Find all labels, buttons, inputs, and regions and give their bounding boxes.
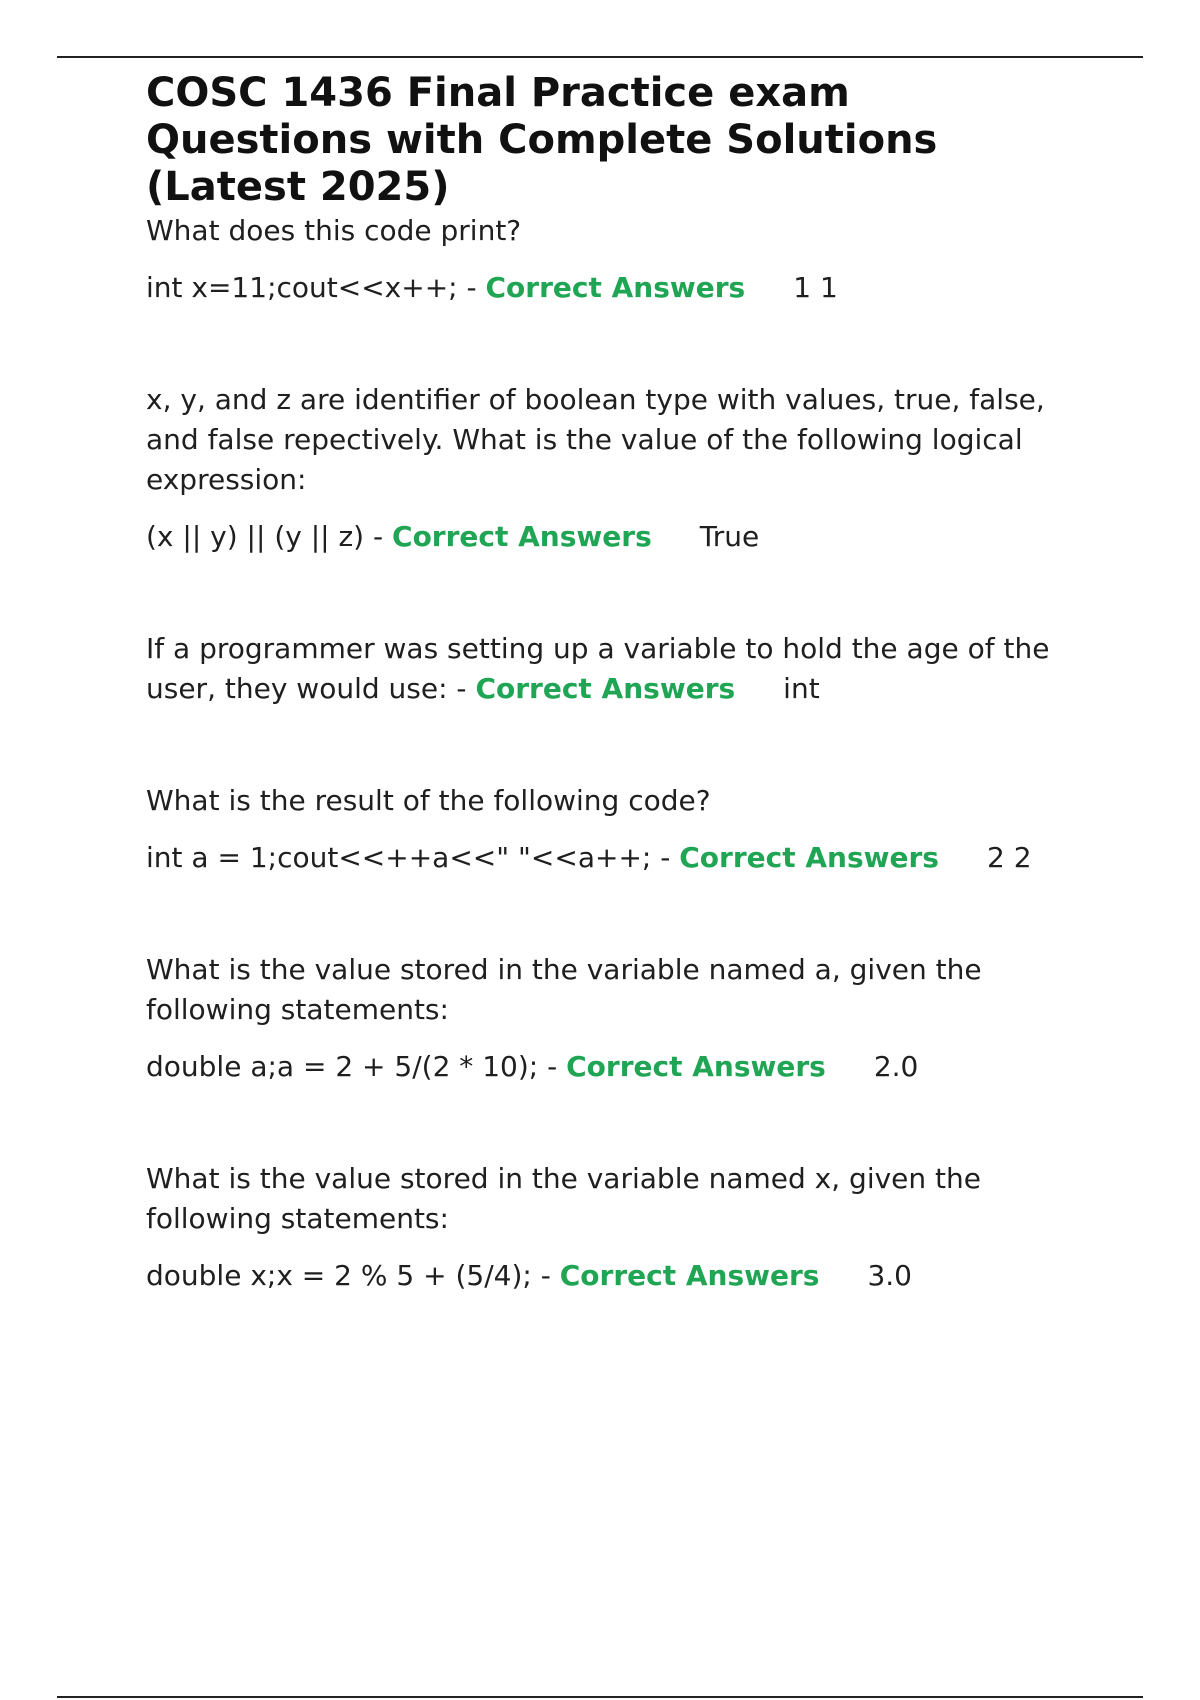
top-divider bbox=[57, 56, 1143, 58]
question-2-code: (x || y) || (y || z) - bbox=[146, 520, 393, 553]
question-6-answer: 3.0 bbox=[867, 1259, 912, 1292]
question-1-answer: 1 1 bbox=[793, 271, 838, 304]
correct-answers-label: Correct Answers bbox=[679, 841, 939, 874]
question-5-statement bbox=[146, 1047, 1106, 1087]
correct-answers-label: Correct Answers bbox=[566, 1050, 826, 1083]
question-3-statement bbox=[146, 629, 1106, 709]
question-5 bbox=[146, 950, 1106, 1087]
question-3-answer: int bbox=[783, 672, 820, 705]
correct-answers-label: Correct Answers bbox=[485, 271, 746, 304]
question-4-answer: 2 2 bbox=[986, 841, 1032, 874]
question-6-code: double x;x = 2 % 5 + (5/4); - bbox=[146, 1259, 560, 1292]
correct-answers-label: Correct Answers bbox=[392, 520, 652, 553]
question-1 bbox=[146, 211, 1106, 308]
question-1-code: int x=11;cout<<x++; - bbox=[146, 271, 486, 304]
document-body bbox=[146, 70, 1106, 1296]
question-3-prompt: If a programmer was setting up a variable to hold the age of the user, they would use: - bbox=[146, 632, 1059, 705]
question-2-prompt: x, y, and z are identifier of boolean type with values, true, false, and false repectively. What is the value of the following logical expression: bbox=[146, 383, 1054, 496]
bottom-divider bbox=[57, 1696, 1143, 1698]
question-3 bbox=[146, 629, 1106, 709]
question-5-prompt: What is the value stored in the variable named a, given the following statements: bbox=[146, 953, 991, 1026]
question-5-code: double a;a = 2 + 5/(2 * 10); - bbox=[146, 1050, 567, 1083]
question-4-statement bbox=[146, 838, 1106, 878]
question-6 bbox=[146, 1159, 1106, 1296]
question-2 bbox=[146, 380, 1106, 557]
correct-answers-label: Correct Answers bbox=[559, 1259, 820, 1292]
question-4-code: int a = 1;cout<<++a<<" "<<a++; - bbox=[146, 841, 680, 874]
document-title: COSC 1436 Final Practice exam Questions with Complete Solutions (Latest 2025) bbox=[146, 70, 938, 210]
question-2-answer: True bbox=[699, 520, 760, 553]
question-4 bbox=[146, 781, 1106, 878]
question-1-statement bbox=[146, 268, 1106, 308]
question-1-prompt: What does this code print? bbox=[146, 214, 522, 247]
question-6-statement bbox=[146, 1256, 1106, 1296]
question-5-answer: 2.0 bbox=[873, 1050, 919, 1083]
question-6-prompt: What is the value stored in the variable named x, given the following statements: bbox=[146, 1162, 990, 1235]
question-2-statement bbox=[146, 517, 1106, 557]
correct-answers-label: Correct Answers bbox=[475, 672, 736, 705]
question-4-prompt: What is the result of the following code? bbox=[146, 784, 711, 817]
